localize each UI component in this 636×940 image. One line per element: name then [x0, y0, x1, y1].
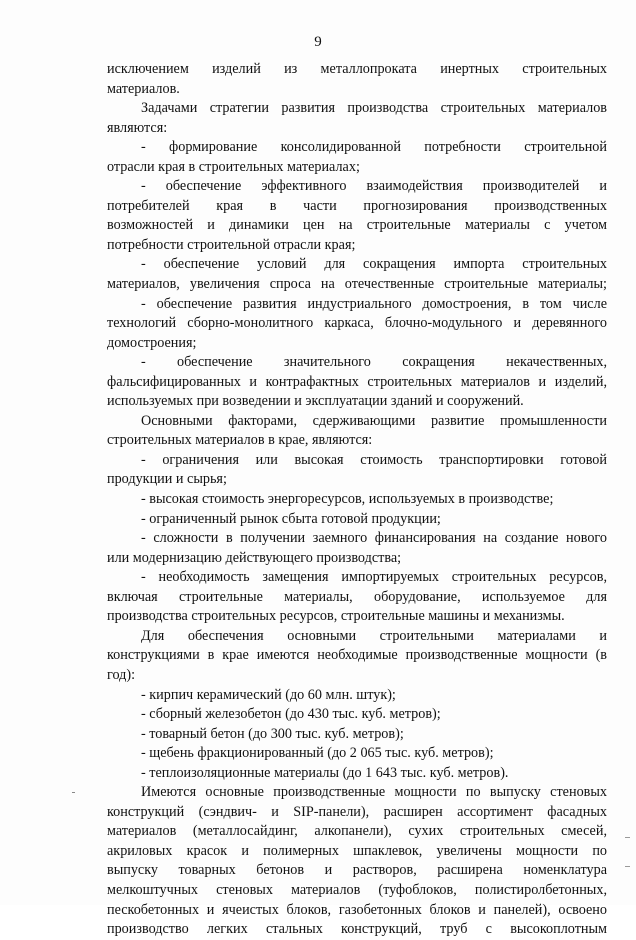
text-line: являются:	[107, 119, 168, 136]
text-line: - ограниченный рынок сбыта готовой продукции;	[141, 510, 441, 527]
text-line: пескобетонных и ячеистых блоков, газобетонных блоков и панелей), освоено	[107, 901, 607, 918]
text-line: технологий сборно-монолитного каркаса, блочно-модульного и деревянного	[107, 315, 607, 332]
text-line: отрасли края в строительных материалах;	[107, 158, 360, 175]
edge-mark	[625, 866, 630, 867]
text-line: продукции и сырья;	[107, 471, 227, 488]
text-line: производства строительных ресурсов, строительные машины и механизмы.	[107, 608, 565, 625]
text-line: - обеспечение условий для сокращения импорта строительных	[141, 256, 607, 273]
text-line: материалов.	[107, 80, 180, 97]
text-line: год):	[107, 666, 136, 683]
text-line: - товарный бетон (до 300 тыс. куб. метров);	[141, 725, 404, 742]
text-line: - сложности в получении заемного финансирования на создание нового	[141, 530, 607, 547]
page-number: 9	[314, 34, 322, 50]
text-line: возможностей и динамики цен на строительные материалы с учетом	[107, 217, 607, 234]
text-line: включая строительные материалы, оборудование, используемое для	[107, 588, 607, 605]
edge-mark	[625, 837, 630, 838]
text-line: домостроения;	[107, 334, 197, 351]
text-line: строительных материалов в крае, являются:	[107, 432, 373, 449]
text-line: конструкций (сэндвич- и SIP-панели), расширен ассортимент фасадных	[107, 803, 607, 820]
text-line: - обеспечение эффективного взаимодействия производителей и	[141, 178, 607, 195]
text-line: - кирпич керамический (до 60 млн. штук);	[141, 686, 396, 703]
text-line: фальсифицированных и контрафактных строительных материалов и изделий,	[107, 373, 607, 390]
text-line: выпуску товарных бетонов и растворов, расширена номенклатура	[107, 862, 607, 879]
text-line: - обеспечение значительного сокращения некачественных,	[141, 354, 607, 371]
text-line: мелкоштучных стеновых материалов (туфоблоков, полистиролбетонных,	[107, 881, 607, 898]
text-line: Основными факторами, сдерживающими развитие промышленности	[141, 412, 607, 429]
margin-mark	[72, 792, 75, 793]
text-line: - обеспечение развития индустриального домостроения, в том числе	[141, 295, 607, 312]
text-line: потребности строительной отрасли края;	[107, 236, 356, 253]
text-line: конструкциями в крае имеются необходимые производственные мощности (в	[107, 647, 607, 664]
body-text	[107, 60, 607, 940]
text-line: материалов (металлосайдинг, алкопанели), сухих строительных смесей,	[107, 823, 607, 840]
text-line: используемых при возведении и эксплуатации зданий и сооружений.	[107, 393, 524, 410]
text-line: акриловых красок и полимерных шпаклевок, увеличены мощности по	[107, 842, 607, 859]
text-line: Имеются основные производственные мощности по выпуску стеновых	[141, 784, 607, 801]
text-line: Задачами стратегии развития производства строительных материалов	[141, 100, 607, 117]
text-line: - формирование консолидированной потребности строительной	[141, 139, 607, 156]
text-line: - щебень фракционированный (до 2 065 тыс. куб. метров);	[141, 745, 494, 762]
text-line: - высокая стоимость энергоресурсов, используемых в производстве;	[141, 491, 554, 508]
text-line: или модернизацию действующего производства;	[107, 549, 402, 566]
text-line: - теплоизоляционные материалы (до 1 643 тыс. куб. метров).	[141, 764, 509, 781]
text-line: - необходимость замещения импортируемых строительных ресурсов,	[141, 569, 607, 586]
text-line: Для обеспечения основными строительными материалами и	[141, 627, 607, 644]
text-line: потребителей края в части прогнозирования производственных	[107, 197, 607, 214]
text-line: исключением изделий из металлопроката инертных строительных	[107, 61, 607, 77]
text-line: - сборный железобетон (до 430 тыс. куб. метров);	[141, 706, 441, 723]
text-line: производство легких стальных конструкций, труб с высокоплотным	[107, 921, 607, 938]
text-line: материалов, увеличения спроса на отечественные строительные материалы;	[107, 276, 607, 293]
text-line: - ограничения или высокая стоимость транспортировки готовой	[141, 451, 607, 468]
